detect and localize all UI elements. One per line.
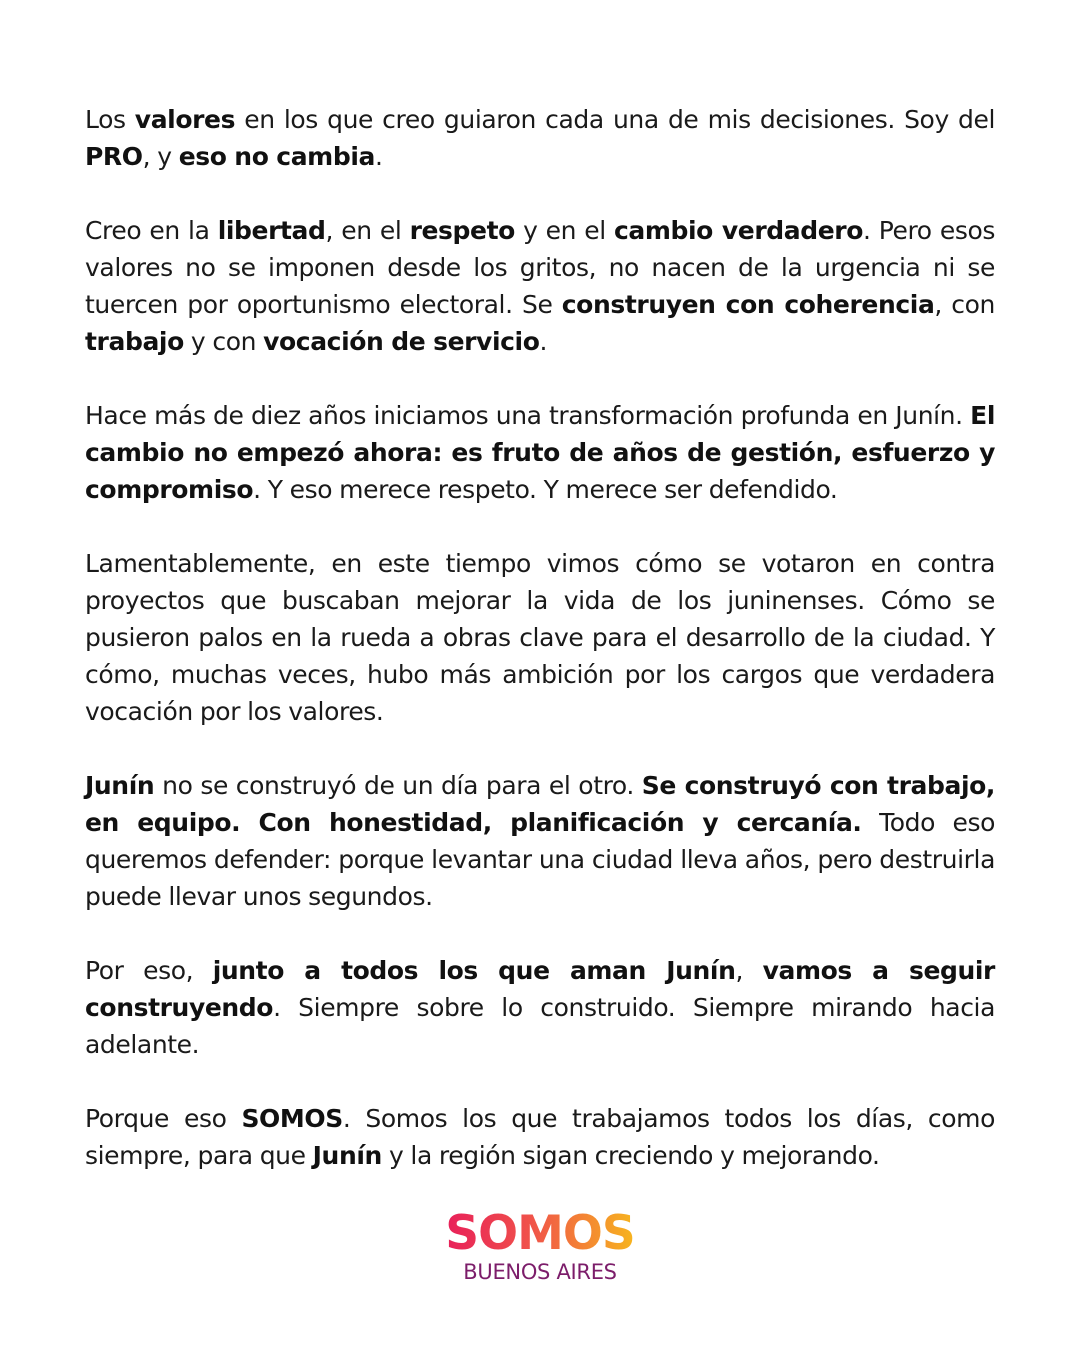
bold-run: respeto <box>409 216 515 245</box>
text-run: . Siempre sobre lo construido. Siempre mirando hacia adelante. <box>85 993 995 1059</box>
bold-run: eso no cambia <box>178 142 375 171</box>
paragraph-7 <box>85 1100 995 1174</box>
logo-wordmark: SOMOS <box>445 1206 635 1261</box>
text-run: . Y eso merece respeto. Y merece ser defendido. <box>253 475 838 504</box>
somos-buenos-aires-logo <box>0 1208 1080 1286</box>
logo-subtitle: BUENOS AIRES <box>463 1260 617 1284</box>
text-run: en los que creo guiaron cada una de mis decisiones. Soy del <box>235 105 996 134</box>
paragraph-5 <box>85 767 995 915</box>
text-run: Por eso, <box>85 956 213 985</box>
paragraph-3 <box>85 397 995 508</box>
text-run: , y <box>142 142 179 171</box>
bold-run: SOMOS <box>241 1104 343 1133</box>
bold-run: vamos a seguir construyendo <box>85 956 995 1022</box>
text-run: , con <box>934 290 995 319</box>
bold-run: El cambio no empezó ahora: es fruto de años de gestión, esfuerzo y compromiso <box>85 401 995 504</box>
bold-run: Junín <box>312 1141 382 1170</box>
paragraph-1 <box>85 101 995 175</box>
bold-run: valores <box>134 105 236 134</box>
text-run: . Somos los que trabajamos todos los días, como siempre, para que <box>85 1104 995 1170</box>
paragraph-2 <box>85 212 995 360</box>
bold-run: Junín <box>85 771 155 800</box>
text-run: . Pero esos valores no se imponen desde los gritos, no nacen de la urgencia ni se tuercen por oportunismo electoral. Se <box>85 216 995 319</box>
text-run: y con <box>183 327 264 356</box>
paragraph-6 <box>85 952 995 1063</box>
bold-run: junto a todos los que aman Junín <box>212 956 736 985</box>
text-run: . <box>539 327 548 356</box>
text-run: no se construyó de un día para el otro. <box>154 771 642 800</box>
text-run: Creo en la <box>85 216 218 245</box>
text-run: Los <box>85 105 135 134</box>
statement-text <box>85 101 995 1211</box>
text-run: Lamentablemente, en este tiempo vimos cómo se votaron en contra proyectos que buscaban mejorar la vida de los juninenses. Cómo se pusieron palos en la rueda a obras clave para el desarrollo de la ciudad. Y cómo, muchas veces, hubo más ambición por los cargos que verdadera vocación por los valores. <box>85 549 995 726</box>
text-run: Todo eso queremos defender: porque levantar una ciudad lleva años, pero destruirla puede llevar unos segundos. <box>85 808 996 911</box>
bold-run: libertad <box>217 216 326 245</box>
bold-run: construyen con coherencia <box>561 290 935 319</box>
text-run: , en el <box>325 216 410 245</box>
bold-run: vocación de servicio <box>263 327 540 356</box>
text-run: Hace más de diez años iniciamos una transformación profunda en Junín. <box>85 401 971 430</box>
bold-run: cambio verdadero <box>613 216 863 245</box>
text-run: Porque eso <box>85 1104 242 1133</box>
text-run: , <box>735 956 763 985</box>
paragraph-4 <box>85 545 995 730</box>
text-run: . <box>374 142 383 171</box>
bold-run: trabajo <box>85 327 184 356</box>
text-run: y la región sigan creciendo y mejorando. <box>381 1141 880 1170</box>
text-run: y en el <box>514 216 614 245</box>
bold-run: PRO <box>85 142 143 171</box>
bold-run: Se construyó con trabajo, en equipo. Con honestidad, planificación y cercanía. <box>85 771 995 837</box>
